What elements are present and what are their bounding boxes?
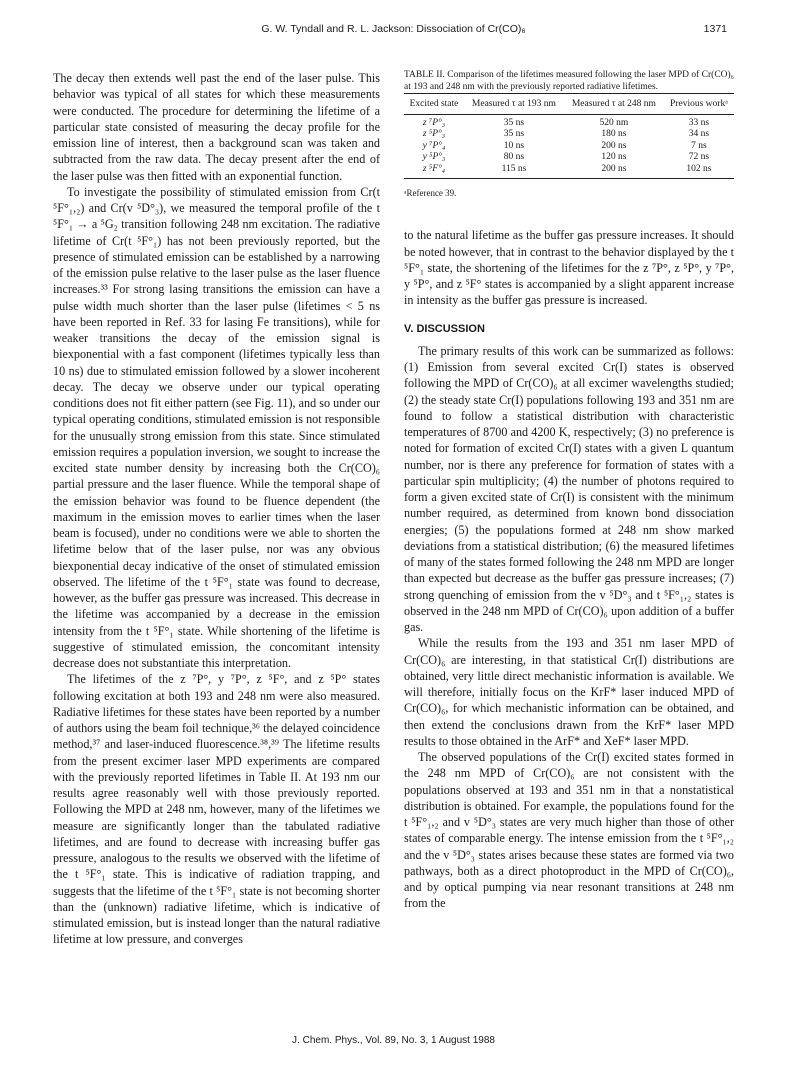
- column-header: Measured τ at 193 nm: [464, 94, 564, 114]
- table-cell: z ⁵F°₄: [404, 164, 464, 179]
- table-cell: 35 ns: [503, 129, 525, 140]
- column-header: Previous workᵃ: [664, 94, 734, 114]
- table-cell: y ⁷P°₄: [422, 140, 446, 151]
- table-row: [404, 129, 734, 141]
- table-row: [404, 152, 734, 164]
- paragraph: to the natural lifetime as the buffer gas pressure increases. It should be noted however, that in contrast to the behavior displayed by the t ⁵F°₁ state, the shortening of the lifetimes for the z ⁷P°, z ⁵P°, y ⁷P°, y ⁵P°, and z ⁵F° states is accompanied by a slight apparent increase in intensity as the buffer gas pressure is increased.: [404, 228, 734, 308]
- table-cell: 200 ns: [601, 140, 627, 151]
- table-cell: y ⁵P°₃: [422, 152, 446, 163]
- table-cell: 33 ns: [688, 117, 710, 128]
- paragraph: The decay then extends well past the end of the laser pulse. This behavior was typical of all states for which these measurements were conducted. The procedure for determining the lifetime of a particular state consisted of measuring the decay profile for the emission line of interest, then a background scan was taken and subtracted from the raw data. The decay present after the end of the laser pulse was then fitted with an exponential function.: [53, 71, 380, 183]
- table-cell: 115 ns: [464, 164, 564, 179]
- page-header: [0, 23, 787, 39]
- left-column: [53, 70, 380, 948]
- table-cell: 7 ns: [691, 140, 707, 151]
- page-number: 1371: [703, 23, 727, 35]
- table-cell: 120 ns: [601, 152, 627, 163]
- table-cell: 72 ns: [688, 152, 710, 163]
- right-column: [404, 70, 734, 912]
- table-header-row: [404, 94, 734, 114]
- table-row: [404, 114, 734, 129]
- section-heading: V. DISCUSSION: [404, 322, 485, 335]
- table-caption: TABLE II. Comparison of the lifetimes measured following the laser MPD of Cr(CO)₆ at 193 and 248 nm with the previously reported radiative lifetimes.: [404, 70, 734, 92]
- table-cell: 102 ns: [664, 164, 734, 179]
- table-cell: z ⁷P°₃: [422, 117, 446, 128]
- table-cell: 35 ns: [503, 117, 525, 128]
- table-cell: 200 ns: [564, 164, 664, 179]
- column-header: Measured τ at 248 nm: [564, 94, 664, 114]
- running-title: G. W. Tyndall and R. L. Jackson: Dissociation of Cr(CO)₆: [261, 23, 526, 35]
- table-cell: 34 ns: [688, 129, 710, 140]
- table-cell: z ⁵P°₃: [422, 129, 446, 140]
- table-cell: 520 nm: [599, 117, 629, 128]
- table-row: [404, 141, 734, 153]
- page-footer: J. Chem. Phys., Vol. 89, No. 3, 1 August 1988: [292, 1035, 495, 1046]
- lifetimes-table: [404, 93, 734, 179]
- paragraph: While the results from the 193 and 351 nm laser MPD of Cr(CO)₆ are interesting, in that statistical Cr(I) distributions are obtained, very little direct mechanistic information is available. We will therefore, initially focus on the KrF* laser induced MPD of Cr(CO)₆, for which mechanistic information can be obtained, and then extend the conclusions drawn from the KrF* laser MPD results to those obtained in the ArF* and XeF* laser MPD.: [404, 636, 734, 748]
- table-cell: 180 ns: [601, 129, 627, 140]
- paragraph: The lifetimes of the z ⁷P°, y ⁷P°, z ⁵F°, and z ⁵P° states following excitation at both 193 and 248 nm were also measured. Radiative lifetimes for these states have been reported by a number of authors using the beam foil technique,³⁶ the delayed coincidence method,³⁷ and laser-induced fluorescence.³⁸,³⁹ The lifetime results from the present excimer laser MPD experiments are compared with the previously reported lifetimes in Table II. At 193 nm our results agree reasonably well with those previously reported. Following the MPD at 248 nm, however, many of the lifetimes we measure are significantly longer than the tabulated radiative lifetimes, and are found to decrease with increasing buffer gas pressure, analogous to the results we observed with the lifetime of the t ⁵F°₁ state. This is indicative of radiation trapping, and suggests that the lifetime of the t ⁵F°₁ state is not becoming shorter than the (unknown) radiative lifetime, which is indicative of stimulated emission, but is instead longer than the natural radiative lifetime at low pressure, and converges: [53, 672, 380, 947]
- table-footnote: ᵃReference 39.: [404, 188, 457, 199]
- paragraph: The primary results of this work can be summarized as follows: (1) Emission from several excited Cr(I) states is observed following the MPD of Cr(CO)₆ at all excimer wavelengths studied; (2) the steady state Cr(I) populations following 193 and 351 nm are found to follow a statistical distribution with characteristic temperatures of 8700 and 4200 K, respectively; (3) no preference is noted for formation of excited Cr(I) states with a given L quantum number, nor is there any preference for formation of states with a particular spin multiplicity; (4) the number of photons required to form a given excited state of Cr(I) is consistent with the minimum number required, as determined from known bond dissociation energies; (5) the populations formed at 248 nm show marked deviations from a statistical distribution; (6) the measured lifetimes of many of the states formed following the 248 nm MPD are longer than expected but decrease as the buffer gas pressure increases; (7) strong quenching of emission from the v ⁵D°₃ and t ⁵F°₁,₂ states is observed in the 248 nm MPD of Cr(CO)₆ upon addition of a buffer gas.: [404, 343, 734, 635]
- paragraph: To investigate the possibility of stimulated emission from Cr(t ⁵F°₁,₂) and Cr(v ⁵D°₃), we measured the temporal profile of the t ⁵F°₁ → a ⁵G₂ transition following 248 nm excitation. The radiative lifetime of Cr(t ⁵F°₁) has not been previously reported, but the presence of stimulated emission can be established by a narrowing of the emission pulse relative to the laser pulse as the laser fluence increases.³³ For strong lasing transitions the emission can have a pulse width much shorter than the laser pulse (lifetimes < 5 ns have been reported in Ref. 33 for lasing Fe transitions), while for weaker transitions the decay of the emission signal is biexponential with a fast component (lifetimes typically less than 10 ns) due to stimulated emission followed by a slower incoherent decay. The decay we observe under our typical operating conditions does not fit either pattern (see Fig. 11), and so under our typical operating conditions, stimulated emission is not responsible for the unusually strong emission from this state. Since stimulated emission requires a population inversion, we sought to increase the excited state number density by increasing both the Cr(CO)₆ partial pressure and the laser fluence. While the temporal shape of the emission behavior was found to be fluence dependent (the maximum in the emission moves to earlier times when the laser beam is focused), under no conditions were we able to shorten the lifetime below that of the laser pulse, nor was any obvious biexponential decay indicative of the onset of stimulated emission observed. The lifetime of the t ⁵F°₁ state was found to decrease, however, as the buffer gas pressure was increased. This decrease in the lifetime was accompanied by a decrease in the emission intensity from the t ⁵F°₁ state. While shortening of the lifetime is suggestive of stimulated emission, the concomitant intensity decrease does not substantiate this interpretation.: [53, 184, 380, 670]
- table-cell: 80 ns: [503, 152, 525, 163]
- paragraph: The observed populations of the Cr(I) excited states formed in the 248 nm MPD of Cr(CO)₆ are not consistent with the populations observed at 193 and 351 nm in that a nonstatistical distribution is obtained. For example, the populations found for the t ⁵F°₁,₂ and v ⁵D°₃ states are very much higher than those of other states of comparable energy. The intense emission from the t ⁵F°₁,₂ and the v ⁵D°₃ states arises because these states are formed via two pathways, both as a direct photoproduct in the MPD of Cr(CO)₆, and by optical pumping via near resonant transitions at 248 nm from the: [404, 750, 734, 911]
- column-header: Excited state: [404, 94, 464, 114]
- table-cell: 10 ns: [503, 140, 525, 151]
- table-row: [404, 164, 734, 179]
